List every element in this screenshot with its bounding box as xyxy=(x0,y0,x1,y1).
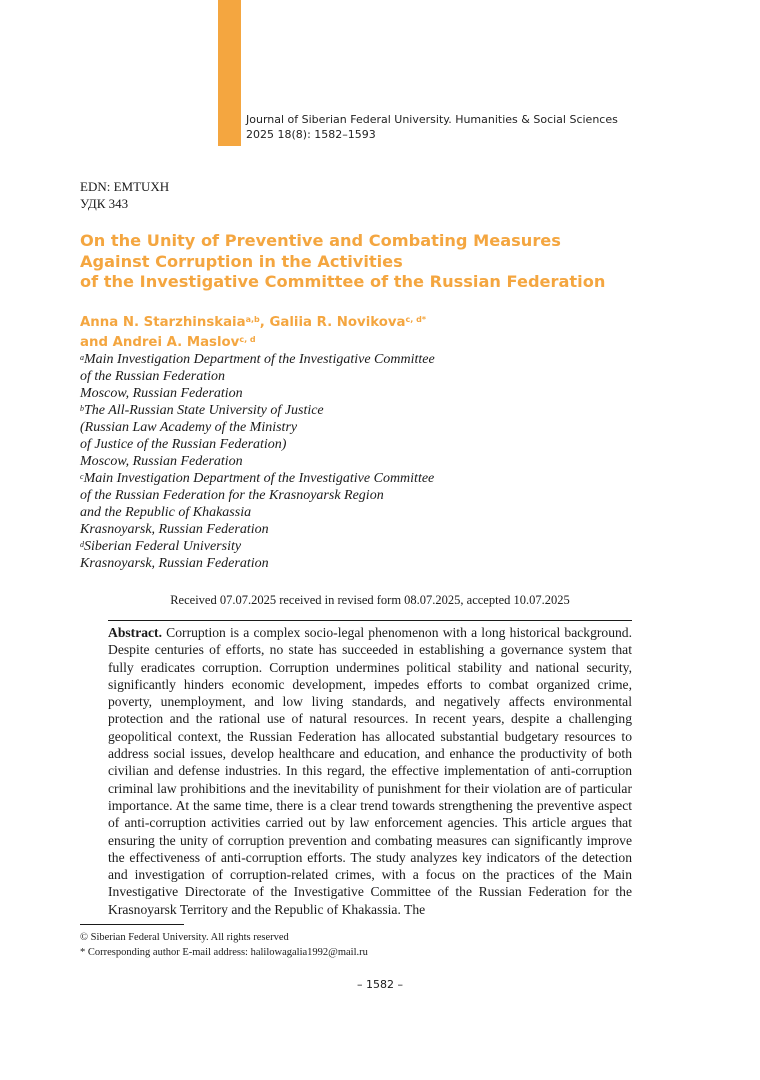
page-number: – 1582 – xyxy=(357,978,403,991)
author-name: Andrei A. Maslov xyxy=(112,335,240,350)
accent-bar xyxy=(218,0,241,146)
journal-header xyxy=(246,112,618,142)
affiliation-line: of the Russian Federation for the Krasnoyarsk Region xyxy=(80,488,384,503)
affiliation-line: (Russian Law Academy of the Ministry xyxy=(80,420,298,435)
affiliation-mark: d xyxy=(80,540,84,549)
affiliation-line: $^a$Main Investigation Department of the Investigative Committee xyxy=(80,352,435,367)
affiliation-line: of Justice of the Russian Federation) xyxy=(80,437,287,452)
authors-line-1 xyxy=(80,313,426,333)
affiliation-line: $^d$Siberian Federal University xyxy=(80,539,242,554)
author-connector: and xyxy=(80,335,113,350)
classification-codes xyxy=(80,178,169,212)
authors-line-2 xyxy=(80,333,426,353)
edn-code: EDN: EMTUXH xyxy=(80,179,170,194)
author-name: Anna N. Starzhinskaia xyxy=(80,315,246,330)
journal-issue: 2025 18(8): 1582–1593 xyxy=(246,128,376,141)
affiliation-mark: a xyxy=(80,353,84,362)
author-separator: , xyxy=(259,315,270,330)
journal-title: Journal of Siberian Federal University. Humanities & Social Sciences xyxy=(246,113,618,126)
affiliation-mark: c xyxy=(80,472,84,481)
footnotes xyxy=(80,930,368,960)
affiliation-line: and the Republic of Khakassia xyxy=(80,505,252,520)
affiliation-line: of the Russian Federation xyxy=(80,369,226,384)
copyright-note: © Siberian Federal University. All rights reserved xyxy=(80,932,289,943)
received-dates: Received 07.07.2025 received in revised form 08.07.2025, accepted 10.07.2025 xyxy=(170,593,570,607)
affiliation-line: $^c$Main Investigation Department of the Investigative Committee xyxy=(80,471,435,486)
author-list xyxy=(80,313,426,353)
affiliation-mark: b xyxy=(80,404,84,413)
footnote-divider xyxy=(80,924,184,925)
affiliation-line: Moscow, Russian Federation xyxy=(80,454,243,469)
article-title xyxy=(80,231,640,293)
title-line-2: Against Corruption in the Activities xyxy=(80,251,403,271)
corresponding-author-note: * Corresponding author E-mail address: halilowagalia1992@mail.ru xyxy=(80,947,368,958)
affiliation-line: $^b$The All-Russian State University of Justice xyxy=(80,403,324,418)
abstract-divider xyxy=(108,620,632,621)
title-line-1: On the Unity of Preventive and Combating Measures xyxy=(80,231,561,250)
abstract-text: Corruption is a complex socio-legal phenomenon with a long historical background. Despite centuries of efforts, no state has succeeded in establishing a governance system that fully eradicates corruption. Corruption undermines political stability and national security, significantly hinders economic development, impedes efforts to combat organized crime, poverty, unemployment, and low living standards, and negatively affects environmental protection and the rational use of natural resources. In recent years, despite a challenging geopolitical context, the Russian Federation has allocated substantial budgetary resources to address social issues, develop healthcare and education, and enhance the productivity of both civilian and defense industries. In this regard, the effective implementation of anti-corruption criminal law prohibitions and the inevitability of punishment for their violation are of particular importance. At the same time, there is a clear trend towards strengthening the preventive aspect of anti-corruption activities carried out by law enforcement agencies. This article argues that ensuring the unity of corruption prevention and combating measures can significantly improve the effectiveness of anti-corruption efforts. The study analyzes key indicators of the detection and investigation of corruption-related crimes, with a focus on the practices of the Main Investigative Directorate of the Investigative Committee of the Russian Federation for the Krasnoyarsk Territory and the Republic of Khakassia. The xyxy=(108,625,632,917)
affiliations xyxy=(80,351,435,572)
author-affiliation-mark: c, d* xyxy=(405,315,427,324)
author-affiliation-mark: a,b xyxy=(245,315,260,324)
affiliation-line: Krasnoyarsk, Russian Federation xyxy=(80,556,269,571)
affiliation-line: Krasnoyarsk, Russian Federation xyxy=(80,522,269,537)
udk-code: УДК 343 xyxy=(80,196,129,211)
title-line-3: of the Investigative Committee of the Russian Federation xyxy=(80,272,606,291)
author-affiliation-mark: c, d xyxy=(239,335,256,344)
affiliation-line: Moscow, Russian Federation xyxy=(80,386,243,401)
abstract-label: Abstract. xyxy=(108,625,162,640)
abstract xyxy=(108,624,632,918)
author-name: Galiia R. Novikova xyxy=(269,315,406,330)
